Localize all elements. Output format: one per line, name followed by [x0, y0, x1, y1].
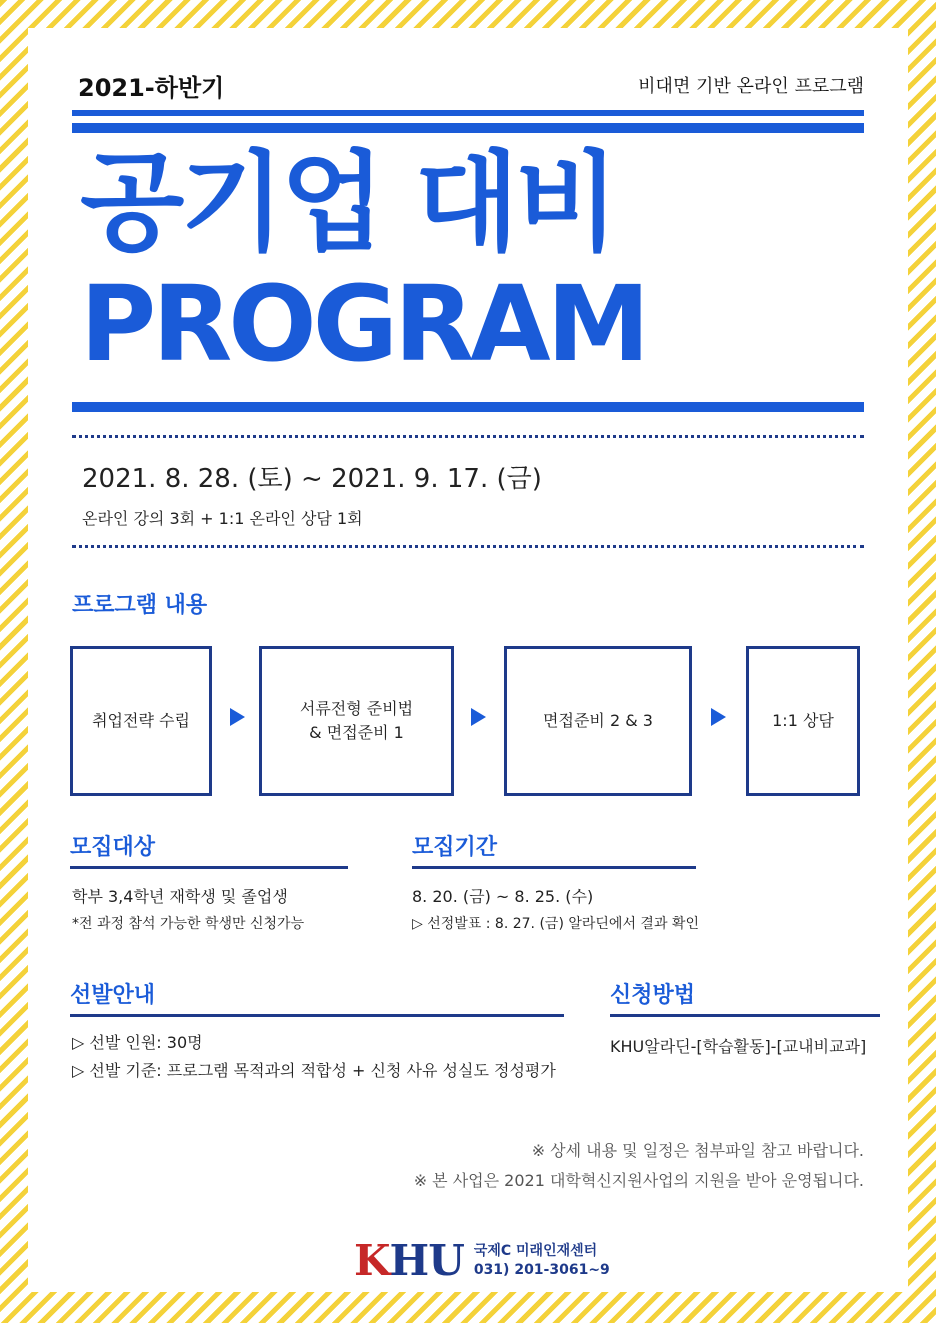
- selection-line1: ▷ 선발 인원: 30명: [72, 1033, 203, 1052]
- logo-k: K: [354, 1236, 390, 1285]
- program-dates: 2021. 8. 28. (토) ~ 2021. 9. 17. (금): [82, 464, 542, 494]
- title-bottom-bar: [72, 402, 864, 412]
- tagline: 비대면 기반 온라인 프로그램: [638, 76, 864, 97]
- step-box-4: [746, 646, 860, 796]
- term-label: 2021-하반기: [78, 74, 225, 102]
- period-line1: 8. 20. (금) ~ 8. 25. (수): [412, 887, 594, 906]
- center-info: [474, 1242, 610, 1280]
- step-box-2: [259, 646, 454, 796]
- selection-rule: [70, 1014, 564, 1017]
- apply-line1: KHU알라딘-[학습활동]-[교내비교과]: [610, 1037, 867, 1056]
- dotted-divider-bottom: [72, 545, 864, 548]
- step-2-line2: & 면접준비 1: [309, 723, 404, 742]
- khu-logo-mark: [354, 1236, 464, 1285]
- selection-heading: 선발안내: [70, 983, 156, 1008]
- step-box-3: [504, 646, 692, 796]
- arrow-icon: [471, 708, 486, 726]
- logo-hu: HU: [389, 1236, 464, 1285]
- period-line2: ▷ 선정발표 : 8. 27. (금) 알라딘에서 결과 확인: [412, 916, 699, 932]
- dotted-divider-top: [72, 435, 864, 438]
- target-heading: 모집대상: [70, 835, 156, 860]
- selection-line2: ▷ 선발 기준: 프로그램 목적과의 적합성 + 신청 사유 성실도 정성평가: [72, 1061, 556, 1080]
- period-heading: 모집기간: [412, 835, 498, 860]
- poster: [28, 28, 908, 1292]
- khu-logo: [354, 1236, 610, 1285]
- step-3-line1: 면접준비 2 & 3: [543, 711, 653, 730]
- arrow-icon: [230, 708, 245, 726]
- step-4-line1: 1:1 상담: [772, 711, 834, 730]
- period-rule: [412, 866, 696, 869]
- program-sessions: 온라인 강의 3회 + 1:1 온라인 상담 1회: [82, 509, 363, 528]
- program-heading: 프로그램 내용: [72, 593, 208, 618]
- top-bar-2: [72, 123, 864, 133]
- top-bar-1: [72, 110, 864, 116]
- title-line2: PROGRAM: [80, 263, 647, 385]
- target-rule: [70, 866, 348, 869]
- note-2: ※ 본 사업은 2021 대학혁신지원사업의 지원을 받아 운영됩니다.: [413, 1171, 864, 1190]
- apply-heading: 신청방법: [610, 983, 696, 1008]
- step-box-1: [70, 646, 212, 796]
- apply-rule: [610, 1014, 880, 1017]
- title-line1: 공기업 대비: [80, 141, 616, 266]
- target-line2: *전 과정 참석 가능한 학생만 신청가능: [72, 916, 305, 932]
- step-2-line1: 서류전형 준비법: [299, 699, 414, 718]
- step-1-line1: 취업전략 수립: [92, 711, 190, 730]
- arrow-icon: [711, 708, 726, 726]
- center-name: 국제C 미래인재센터: [473, 1242, 598, 1259]
- target-line1: 학부 3,4학년 재학생 및 졸업생: [72, 887, 288, 906]
- note-1: ※ 상세 내용 및 일정은 첨부파일 참고 바랍니다.: [531, 1141, 864, 1160]
- center-phone: 031) 201-3061~9: [473, 1261, 610, 1278]
